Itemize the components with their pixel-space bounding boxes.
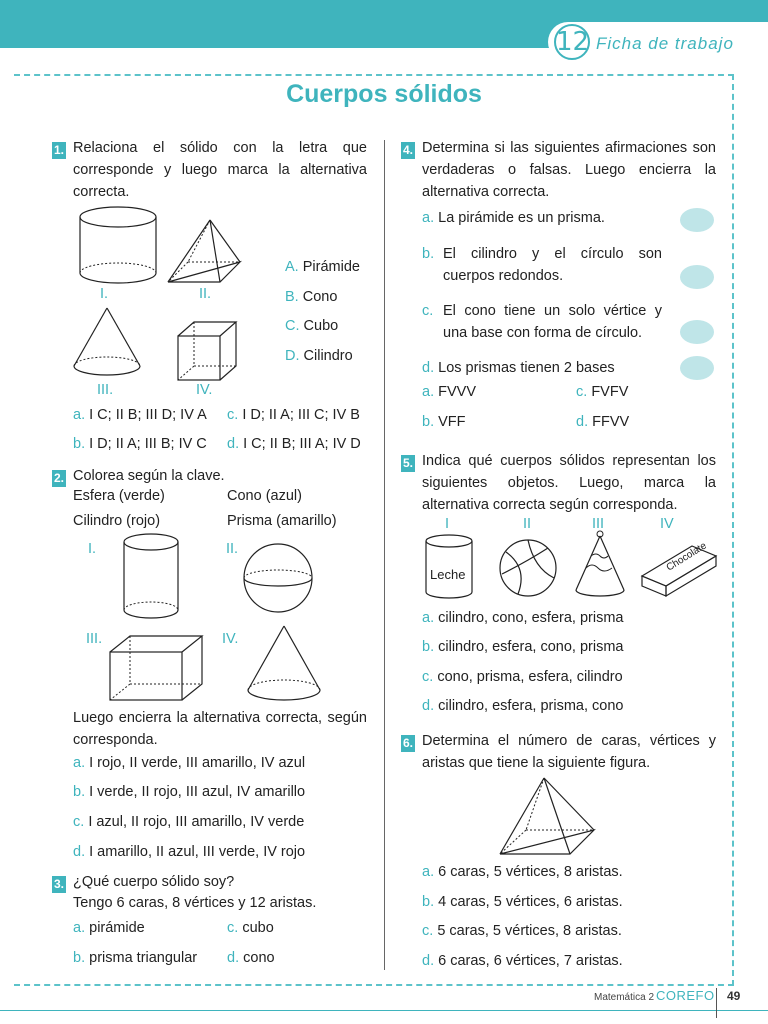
answer-text: I amarillo, II azul, III verde, IV rojo	[89, 844, 306, 860]
q1-answer-c[interactable]	[227, 404, 360, 426]
statement-letter: d.	[422, 360, 435, 376]
answer-text: 4 caras, 5 vértices, 6 aristas.	[438, 894, 623, 910]
answer-letter: c.	[73, 814, 85, 830]
option-text: Cubo	[303, 318, 339, 334]
answer-letter: b.	[73, 436, 86, 452]
answer-letter: c.	[227, 920, 239, 936]
option-letter: D.	[285, 348, 300, 364]
answer-letter: b.	[422, 894, 435, 910]
q4-statement-b: El cilindro y el círculo son cuerpos redondos.	[443, 246, 662, 284]
milk-label: Leche	[430, 567, 466, 582]
page-title: Cuerpos sólidos	[286, 80, 482, 108]
answer-text: cubo	[242, 920, 274, 936]
q5-answer-a[interactable]	[422, 607, 623, 629]
answer-letter: c.	[576, 384, 588, 400]
q5-label-4: IV	[660, 516, 674, 532]
q1-option-d	[285, 345, 353, 367]
q4-statement-c-letter: c.	[422, 303, 434, 319]
q1-option-b	[285, 286, 337, 308]
q2-key-cone: Cono (azul)	[227, 488, 302, 504]
answer-text: cilindro, esfera, prisma, cono	[438, 698, 624, 714]
answer-text: FVFV	[591, 384, 629, 400]
q5-label-1: I	[445, 516, 450, 532]
sheet-title: Ficha de trabajo	[596, 34, 734, 53]
page-number: 49	[727, 989, 741, 1003]
answer-letter: b.	[422, 414, 435, 430]
answer-text: I azul, II rojo, III amarillo, IV verde	[88, 814, 305, 830]
answer-letter: a.	[73, 755, 86, 771]
footer-separator	[716, 988, 717, 1018]
answer-letter: d.	[227, 436, 240, 452]
ball-figure	[498, 538, 558, 598]
answer-text: prisma triangular	[89, 950, 198, 966]
q2-answer-a[interactable]	[73, 752, 305, 774]
q4-statement-c: El cono tiene un solo vértice y una base con forma de círculo.	[443, 303, 662, 341]
answer-letter: a.	[73, 407, 86, 423]
q1-number: 1.	[53, 143, 64, 157]
footer-subject: Matemática 2	[594, 992, 655, 1003]
cone-figure	[246, 624, 322, 704]
cone-figure	[72, 306, 142, 382]
q2-answer-b[interactable]	[73, 781, 305, 803]
answer-letter: b.	[422, 639, 435, 655]
q6-instruction: Determina el número de caras, vértices y aristas que tiene la siguiente figura.	[422, 733, 716, 771]
answer-text: I D; II A; III C; IV B	[242, 407, 360, 423]
q1-answer-a[interactable]	[73, 404, 207, 426]
cube-figure	[176, 320, 240, 384]
answer-letter: d.	[227, 950, 240, 966]
sphere-figure	[242, 542, 314, 614]
q3-answer-d[interactable]	[227, 947, 275, 969]
q2-number: 2.	[53, 471, 64, 485]
q4-number: 4.	[402, 143, 413, 157]
q3-question: ¿Qué cuerpo sólido soy?	[73, 874, 235, 890]
q2-label-1: I.	[88, 541, 97, 557]
q6-number: 6.	[402, 736, 413, 750]
answer-letter: c.	[422, 669, 434, 685]
q1-option-a	[285, 256, 360, 278]
q4-statement-d	[422, 357, 615, 379]
q5-answer-d[interactable]	[422, 695, 623, 717]
q1-option-c	[285, 315, 338, 337]
option-letter: B.	[285, 289, 299, 305]
q4-answer-d[interactable]	[576, 411, 629, 433]
sheet-number: 12	[554, 24, 590, 60]
footer-line	[0, 1010, 768, 1011]
q6-answer-d[interactable]	[422, 950, 623, 972]
answer-text: I verde, II rojo, III azul, IV amarillo	[89, 784, 306, 800]
answer-text: FFVV	[592, 414, 630, 430]
q3-answer-c[interactable]	[227, 917, 274, 939]
q2-label-2: II.	[226, 541, 239, 557]
q2-key-prism: Prisma (amarillo)	[227, 513, 337, 529]
q4-answer-b[interactable]	[422, 411, 466, 433]
q1-answer-b[interactable]	[73, 433, 207, 455]
statement-text: La pirámide es un prisma.	[438, 210, 605, 226]
answer-letter: a.	[422, 610, 435, 626]
answer-text: I rojo, II verde, III amarillo, IV azul	[89, 755, 306, 771]
answer-oval-b[interactable]	[680, 265, 714, 289]
chocolate-label: Chocolate	[664, 540, 709, 574]
answer-oval-c[interactable]	[680, 320, 714, 344]
q1-label-1: I.	[100, 286, 109, 302]
answer-oval-d[interactable]	[680, 356, 714, 380]
q2-key-cylinder: Cilindro (rojo)	[73, 513, 161, 529]
q5-answer-b[interactable]	[422, 636, 623, 658]
q1-label-4: IV.	[196, 382, 213, 398]
q4-statement-b-letter: b.	[422, 246, 435, 262]
answer-text: cilindro, esfera, cono, prisma	[438, 639, 624, 655]
pyramid-figure	[498, 776, 598, 860]
answer-text: VFF	[438, 414, 466, 430]
cylinder-figure	[78, 205, 158, 285]
statement-text: Los prismas tienen 2 bases	[438, 360, 615, 376]
q1-label-3: III.	[97, 382, 114, 398]
answer-text: cilindro, cono, esfera, prisma	[438, 610, 624, 626]
q2-answer-c[interactable]	[73, 811, 304, 833]
q4-answer-c[interactable]	[576, 381, 628, 403]
q2-key-sphere: Esfera (verde)	[73, 488, 165, 504]
q2-label-4: IV.	[222, 631, 239, 647]
answer-letter: d.	[422, 953, 435, 969]
answer-text: I C; II B; III A; IV D	[243, 436, 361, 452]
footer-brand: COREFO	[656, 988, 715, 1003]
prism-figure	[108, 634, 204, 704]
pyramid-figure	[166, 218, 246, 288]
q3-number: 3.	[53, 877, 64, 891]
column-divider	[384, 140, 385, 970]
q1-answer-d[interactable]	[227, 433, 361, 455]
q6-answer-a[interactable]	[422, 861, 623, 883]
q6-answer-b[interactable]	[422, 891, 623, 913]
answer-oval-a[interactable]	[680, 208, 714, 232]
answer-letter: a.	[422, 384, 435, 400]
q5-number: 5.	[402, 456, 413, 470]
cylinder-figure	[122, 532, 180, 622]
q3-answer-a[interactable]	[73, 917, 145, 939]
q5-label-3: III	[592, 516, 605, 532]
option-letter: A.	[285, 259, 299, 275]
answer-letter: a.	[73, 920, 86, 936]
q1-instruction: Relaciona el sólido con la letra que corresponde y luego marca la alternativa correcta.	[73, 140, 367, 200]
answer-letter: d.	[422, 698, 435, 714]
q3-answer-b[interactable]	[73, 947, 197, 969]
q5-label-2: II	[523, 516, 532, 532]
answer-text: cono, prisma, esfera, cilindro	[437, 669, 623, 685]
answer-letter: d.	[576, 414, 589, 430]
q5-answer-c[interactable]	[422, 666, 623, 688]
q2-instruction-2: Luego encierra la alternativa correcta, según corresponda.	[73, 710, 367, 748]
q3-clue: Tengo 6 caras, 8 vértices y 12 aristas.	[73, 895, 317, 911]
q4-answer-a[interactable]	[422, 381, 476, 403]
q5-instruction: Indica qué cuerpos sólidos representan los siguientes objetos. Luego, marca la alternativa correcta según corresponda.	[422, 453, 716, 513]
party-hat-figure	[574, 530, 626, 600]
answer-text: cono	[243, 950, 275, 966]
answer-letter: a.	[422, 864, 435, 880]
answer-text: 6 caras, 5 vértices, 8 aristas.	[438, 864, 623, 880]
q4-statement-a	[422, 207, 605, 229]
answer-text: 5 caras, 5 vértices, 8 aristas.	[437, 923, 622, 939]
q4-instruction: Determina si las siguientes afirmaciones son verdaderas o falsas. Luego encierra la alternativa correcta.	[422, 140, 716, 200]
answer-text: 6 caras, 6 vértices, 7 aristas.	[438, 953, 623, 969]
q1-label-2: II.	[199, 286, 212, 302]
statement-letter: a.	[422, 210, 435, 226]
answer-letter: b.	[73, 950, 86, 966]
answer-letter: d.	[73, 844, 86, 860]
answer-letter: c.	[422, 923, 434, 939]
option-text: Cilindro	[303, 348, 353, 364]
option-text: Pirámide	[302, 259, 360, 275]
q2-answer-d[interactable]	[73, 841, 305, 863]
answer-letter: b.	[73, 784, 86, 800]
answer-text: I D; II A; III B; IV C	[89, 436, 207, 452]
answer-letter: c.	[227, 407, 239, 423]
q2-label-3: III.	[86, 631, 103, 647]
option-text: Cono	[302, 289, 338, 305]
option-letter: C.	[285, 318, 300, 334]
answer-text: I C; II B; III D; IV A	[89, 407, 207, 423]
q2-instruction: Colorea según la clave.	[73, 468, 225, 484]
answer-text: pirámide	[89, 920, 145, 936]
answer-text: FVVV	[438, 384, 476, 400]
q6-answer-c[interactable]	[422, 920, 622, 942]
